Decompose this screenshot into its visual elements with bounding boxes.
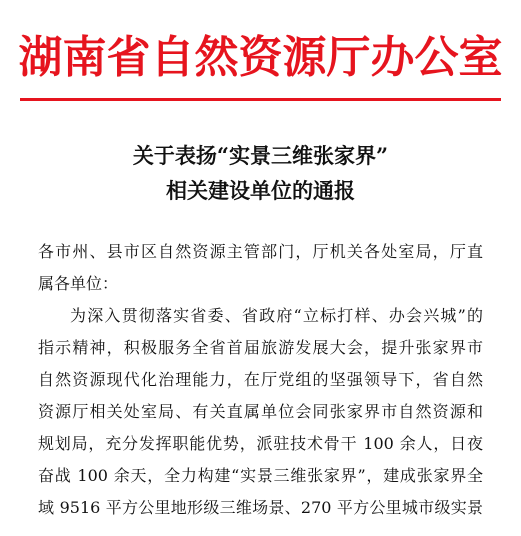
- paragraph-line: 资源厅相关处室局、有关直属单位会同张家界市自然资源和: [38, 402, 483, 421]
- paragraph-line: 规划局，充分发挥职能优势，派驻技术骨干 100 余人，日夜: [38, 434, 483, 453]
- document-title-line-1: 关于表扬“实景三维张家界”: [132, 143, 389, 168]
- body-paragraph: [38, 300, 483, 524]
- paragraph-line: 指示精神，积极服务全省首届旅游发展大会，提升张家界市: [38, 338, 483, 357]
- paragraph-line: 域 9516 平方公里地形级三维场景、270 平方公里城市级实景: [38, 498, 483, 517]
- document-title-line-2: 相关建设单位的通报: [166, 178, 355, 203]
- paragraph-line: 自然资源现代化治理能力，在厅党组的坚强领导下，省自然: [38, 370, 483, 389]
- salutation-line: 各市州、县市区自然资源主管部门，厅机关各处室局，厅直: [38, 242, 483, 261]
- paragraph-line: 为深入贯彻落实省委、省政府“立标打样、办会兴城”的: [70, 306, 483, 325]
- letterhead-title: 湖南省自然资源厅办公室: [18, 32, 503, 83]
- salutation: [38, 236, 483, 300]
- paragraph-line: 奋战 100 余天，全力构建“实景三维张家界”，建成张家界全: [38, 466, 483, 485]
- salutation-line: 属各单位：: [38, 274, 119, 293]
- letterhead-red-rule: [20, 98, 501, 101]
